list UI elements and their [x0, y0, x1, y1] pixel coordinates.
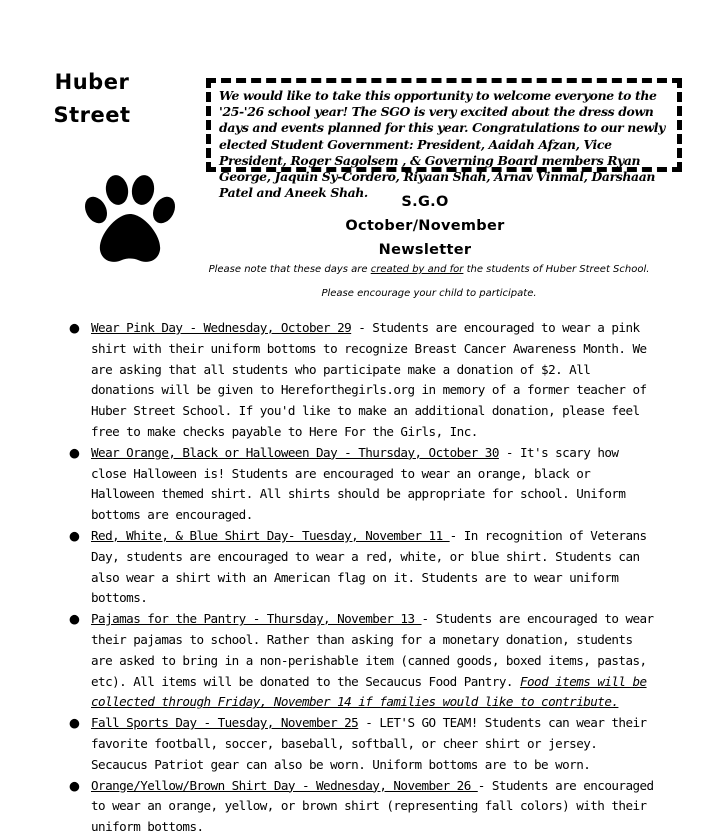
- paw-print-icon: [80, 170, 180, 270]
- newsletter-title: [300, 190, 550, 262]
- event-description: - Students are encouraged to wear a pink shirt with their uniform bottoms to recognize Breast Cancer Awareness Month. We are asking that all students who participate make a donation of $2. All donations will be given to Hereforthegirls.org in memory of a former teacher of Huber Street School. If you'd like to make an additional donation, please feel free to make checks payable to Here For the Girls, Inc.: [91, 320, 647, 439]
- event-note: Food items will be collected through Friday, November 14 if families would like to contribute.: [91, 673, 647, 710]
- event-title: Wear Orange, Black or Halloween Day - Thursday, October 30: [91, 444, 499, 460]
- title-line-sgo: S.G.O: [401, 194, 449, 210]
- event-title: Orange/Yellow/Brown Shirt Day - Wednesday, November 26: [91, 777, 478, 793]
- school-name: [42, 66, 142, 132]
- event-description: - Students are encouraged to wear an orange, yellow, or brown shirt (representing fall colors) with their uniform bottoms.: [91, 777, 654, 835]
- bullet-icon: ●: [69, 777, 80, 793]
- bullet-icon: ●: [69, 611, 80, 627]
- event-list: [66, 318, 656, 838]
- title-line-months: October/November: [345, 218, 505, 234]
- event-description: - It's scary how close Halloween is! Students are encouraged to wear an orange, black or Halloween themed shirt. All shirts should be appropriate for school. Uniform bottoms are encouraged.: [91, 444, 626, 523]
- event-item: [66, 713, 656, 775]
- event-description: - In recognition of Veterans Day, students are encouraged to wear a red, white, or blue shirt. Students can also wear a shirt with an American flag on it. Students are to wear uniform bottoms.: [91, 527, 647, 606]
- note-text-start: Please note that these days are: [208, 264, 371, 275]
- participation-note: [200, 258, 658, 306]
- event-item: [66, 526, 656, 609]
- event-title: Fall Sports Day - Tuesday, November 25: [91, 715, 359, 731]
- school-name-line2: Street: [53, 103, 131, 127]
- note-emphasis: created by and for: [370, 264, 464, 275]
- bullet-icon: ●: [69, 320, 80, 335]
- title-line-newsletter: Newsletter: [378, 242, 472, 258]
- welcome-message: We would like to take this opportunity to welcome everyone to the '25-'26 school year! The SGO is very excited about the dress down days and events planned for this year. Congratulations to our newly elected Student Government: President, Aaidah Afzan, Vice President, Roger Sagolsem , & Governing Board members Ryan George, Jaquin Sy-Cordero, Riyaan Shah, Arnav Vinmal, Darshaan Patel and Aneek Shah.: [219, 88, 666, 201]
- event-item: [66, 609, 656, 713]
- event-item: [66, 443, 656, 526]
- event-title: Pajamas for the Pantry - Thursday, November 13: [91, 611, 422, 627]
- event-description: - LET'S GO TEAM! Students can wear their favorite football, soccer, baseball, softball, or cheer shirt or jersey. Secaucus Patriot gear can also be worn. Uniform bottoms are to be worn.: [91, 715, 647, 772]
- event-title: Red, White, & Blue Shirt Day- Tuesday, November 11: [91, 527, 450, 543]
- bullet-icon: ●: [69, 444, 80, 460]
- school-name-line1: Huber: [54, 70, 130, 94]
- bullet-icon: ●: [69, 715, 80, 731]
- event-description: - Students are encouraged to wear their pajamas to school. Rather than asking for a monetary donation, students are asked to bring in a non-perishable item (canned goods, boxed items, pastas, etc). All items will be donated to the Secaucus Food Pantry.: [91, 611, 654, 689]
- event-item: [66, 318, 656, 443]
- event-title: Wear Pink Day - Wednesday, October 29: [91, 320, 352, 335]
- event-item: [66, 776, 656, 838]
- welcome-message-box: [206, 78, 682, 201]
- bullet-icon: ●: [69, 527, 80, 543]
- note-text-end: the students of Huber Street School. Please encourage your child to participate.: [321, 264, 650, 299]
